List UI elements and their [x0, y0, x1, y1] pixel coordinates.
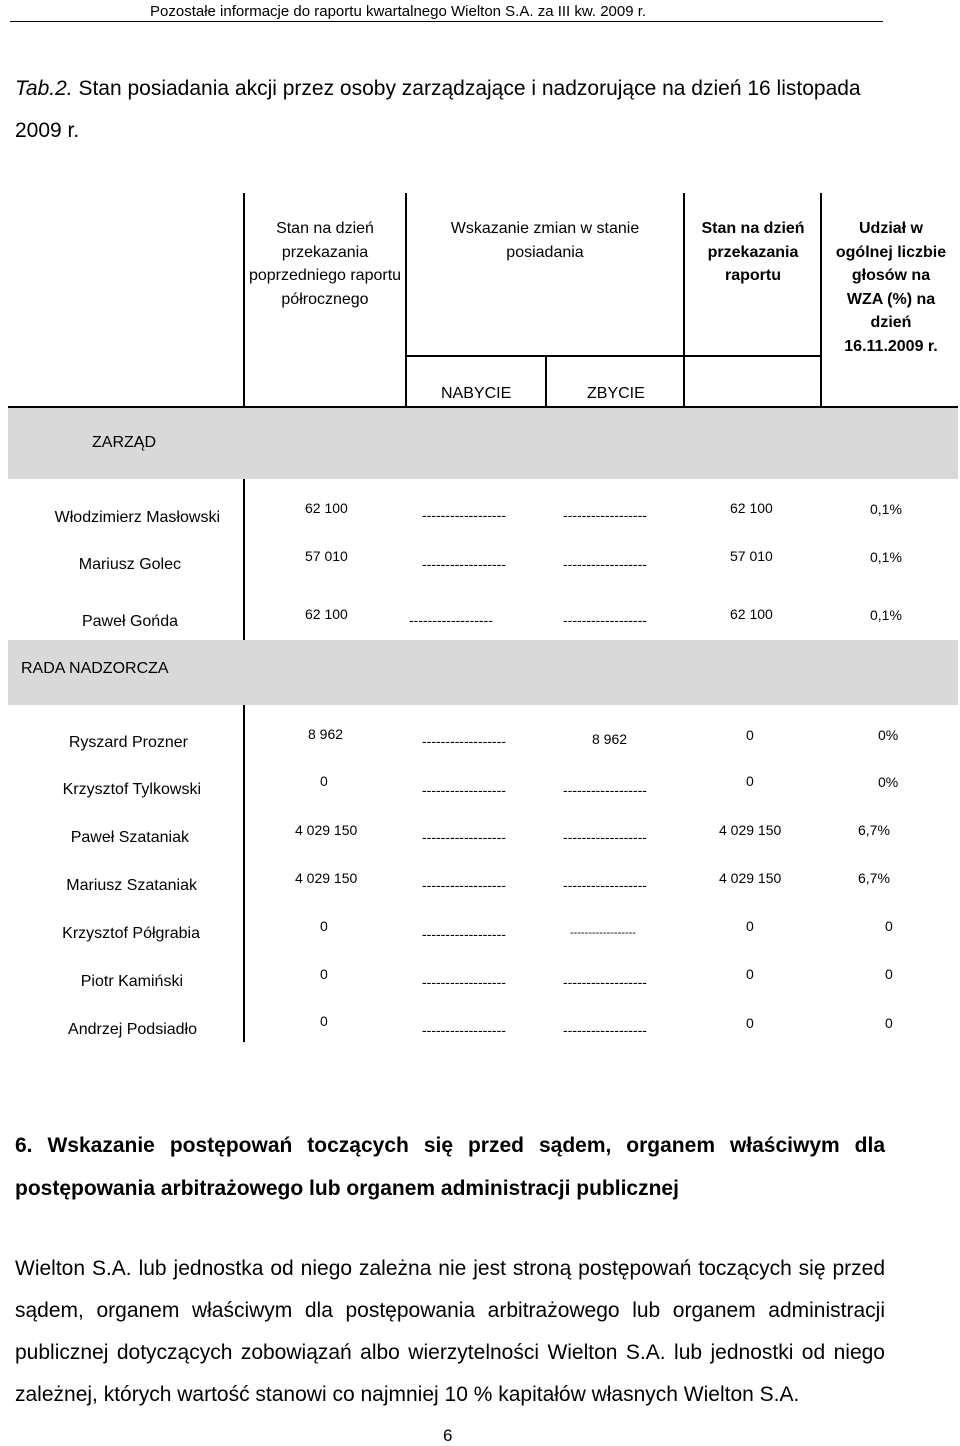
section-board: ZARZĄD — [92, 434, 156, 451]
paragraph-line: Wielton S.A. lub jednostka od niego zależna nie jest stroną postępowań toczących się przed — [15, 1257, 885, 1280]
buy-value: ------------------ — [422, 974, 506, 990]
table-hline — [405, 355, 821, 357]
share-value: 0 — [885, 966, 893, 982]
sell-value: ------------------ — [563, 556, 647, 572]
prev-value: 62 100 — [305, 500, 348, 516]
sell-value: ------------------ — [570, 927, 636, 939]
buy-value: ------------------ — [422, 556, 506, 572]
buy-value: ------------------ — [409, 612, 493, 628]
current-value: 0 — [746, 727, 754, 743]
sell-value: ------------------ — [563, 877, 647, 893]
table-hline — [8, 406, 958, 408]
prev-value: 0 — [320, 918, 328, 934]
caption-text-2: 2009 r. — [15, 119, 80, 142]
prev-value: 0 — [320, 1013, 328, 1029]
table-vline — [545, 356, 547, 407]
prev-value: 0 — [320, 966, 328, 982]
sell-value: ------------------ — [563, 612, 647, 628]
prev-value: 4 029 150 — [295, 870, 358, 886]
current-value: 0 — [746, 1015, 754, 1031]
share-value: 6,7% — [858, 822, 890, 838]
share-value: 0,1% — [870, 501, 902, 517]
person-name: Paweł Szataniak — [70, 829, 189, 846]
sell-value: ------------------ — [563, 507, 647, 523]
person-name: Mariusz Golec — [78, 556, 181, 573]
section-6-heading: 6. Wskazanie postępowań toczących się przed sądem, organem właściwym dla — [15, 1134, 885, 1157]
table-vline — [405, 193, 407, 407]
table-vline — [243, 479, 245, 640]
prev-value: 4 029 150 — [295, 822, 358, 838]
section-6-heading-cont: postępowania arbitrażowego lub organem administracji publicznej — [15, 1177, 679, 1200]
col-share-line: Udział w — [858, 220, 923, 237]
current-value: 0 — [746, 966, 754, 982]
buy-value: ------------------ — [422, 733, 506, 749]
col-share-line: głosów na — [851, 267, 931, 284]
person-name: Włodzimierz Masłowski — [54, 509, 220, 526]
sell-value: ------------------ — [563, 1022, 647, 1038]
col-share-line: dzień — [870, 314, 912, 331]
section-supervisory: RADA NADZORCZA — [21, 660, 169, 677]
table-caption — [15, 68, 885, 152]
current-value: 57 010 — [730, 548, 773, 564]
header-rule — [10, 21, 883, 22]
buy-value: ------------------ — [422, 926, 506, 942]
table-vline — [683, 193, 685, 407]
prev-value: 0 — [320, 773, 328, 789]
current-value: 62 100 — [730, 500, 773, 516]
current-value: 0 — [746, 918, 754, 934]
buy-value: ------------------ — [422, 507, 506, 523]
col-share-line: WZA (%) na — [846, 290, 936, 308]
paragraph-line: zależnej, których wartość stanowi co najmniej 10 % kapitałów własnych Wielton S.A. — [15, 1383, 800, 1406]
table-vline — [243, 705, 245, 1042]
col-changes-header: Wskazanie zmian w stanie posiadania — [450, 220, 640, 261]
person-name: Piotr Kamiński — [80, 973, 183, 990]
current-value: 62 100 — [730, 606, 773, 622]
person-name: Krzysztof Tylkowski — [62, 781, 201, 798]
sub-header-buy: NABYCIE — [441, 385, 512, 402]
col-share-header — [825, 217, 957, 358]
table-vline — [243, 193, 245, 407]
share-value: 0 — [885, 1015, 893, 1031]
share-value: 0% — [878, 774, 899, 790]
sell-value: 8 962 — [592, 731, 628, 747]
col-share-line: 16.11.2009 r. — [844, 337, 938, 355]
person-name: Paweł Gońda — [81, 613, 178, 630]
prev-value: 57 010 — [305, 548, 348, 564]
share-value: 0% — [878, 727, 899, 743]
person-name: Andrzej Podsiadło — [68, 1021, 197, 1038]
page-number: 6 — [443, 1426, 453, 1445]
current-value: 4 029 150 — [719, 822, 782, 838]
buy-value: ------------------ — [422, 1022, 506, 1038]
share-value: 0,1% — [870, 607, 902, 623]
col-current-header: Stan na dzień przekazania raportu — [701, 220, 805, 284]
share-value: 6,7% — [858, 870, 890, 886]
page-header: Pozostałe informacje do raportu kwartalnego Wielton S.A. za III kw. 2009 r. — [150, 3, 647, 20]
buy-value: ------------------ — [422, 877, 506, 893]
sub-header-sell: ZBYCIE — [587, 385, 645, 402]
buy-value: ------------------ — [422, 829, 506, 845]
share-value: 0,1% — [870, 549, 902, 565]
sell-value: ------------------ — [563, 829, 647, 845]
share-value: 0 — [885, 918, 893, 934]
buy-value: ------------------ — [422, 782, 506, 798]
col-share-line: ogólnej liczbie — [835, 243, 947, 261]
prev-value: 8 962 — [308, 726, 344, 742]
sell-value: ------------------ — [563, 974, 647, 990]
current-value: 4 029 150 — [719, 870, 782, 886]
person-name: Krzysztof Półgrabia — [62, 925, 200, 942]
person-name: Ryszard Prozner — [68, 734, 188, 751]
prev-value: 62 100 — [305, 606, 348, 622]
section-6-paragraph — [15, 1248, 885, 1416]
col-prev-header: Stan na dzień przekazania poprzedniego raportu półrocznego — [248, 220, 402, 308]
table-vline — [820, 193, 822, 407]
caption-prefix: Tab.2. — [15, 77, 73, 100]
paragraph-line: sądem, organem właściwym dla postępowania arbitrażowego lub organem administracji — [15, 1299, 885, 1322]
paragraph-line: publicznej dotyczących zobowiązań albo wierzytelności Wielton S.A. lub jednostki od niego — [15, 1341, 885, 1364]
current-value: 0 — [746, 773, 754, 789]
caption-text: Stan posiadania akcji przez osoby zarządzające i nadzorujące na dzień 16 listopada — [72, 77, 861, 100]
person-name: Mariusz Szataniak — [66, 877, 197, 894]
sell-value: ------------------ — [563, 782, 647, 798]
